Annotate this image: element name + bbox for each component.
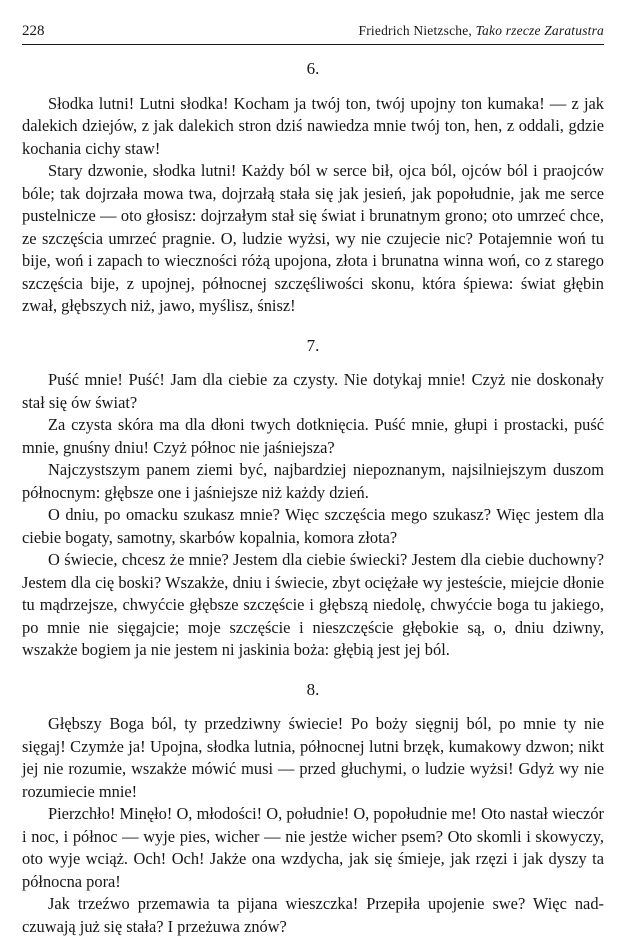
work-title: Tako rzecze Zaratustra (476, 23, 604, 38)
section-body (22, 93, 604, 318)
paragraph: Najczystszym panem ziemi być, najbardziej niepoznanym, najsilniejszym duszom północnym: głębsze one i jaśniejsze niż każdy dzień. (22, 459, 604, 504)
section-heading: 8. (22, 679, 604, 702)
body-text (22, 58, 604, 938)
book-page (22, 0, 604, 893)
paragraph: Stary dzwonie, słodka lutni! Każdy ból w serce bił, ojca ból, ojców ból i praojców bóle; tak dojrzała mowa twa, dojrzałą stała się jak jesień, jak popołudnie, jak me serce pustelnicze — oto głosisz: dojrzałym stał się świat i brunatnym grono; oto umrzeć chce, ze szczęścia umrzeć pragnie. O, ludzie wyżsi, wy nie czujecie nic? Potajemnie woń tu bije, woń i zapach to wieczności różą upojona, złota i brunatna winna woń, co z starego szczęścia bije, z upojnej, północnej szczęśliwości skonu, która śpiewa: świat głębin zwał, głębszych niż, jawo, myślisz, śnisz! (22, 160, 604, 318)
paragraph: Jak trzeźwo przemawia ta pijana wieszczka! Przepiła upojenie swe? Więc nadczuwają już się stała? I przeżuwa znów? (22, 893, 604, 938)
paragraph: Głębszy Boga ból, ty przedziwny świecie! Po boży sięgnij ból, po mnie ty nie sięgaj! Czymże ja! Upojna, słodka lutnia, północnej lutni brzęk, kumakowy dzwon; nikt jej nie rozumie, wszakże mówić musi — przed głuchymi, o ludzie wyżsi! Gdyż wy nie rozumiecie mnie! (22, 713, 604, 803)
section-heading: 6. (22, 58, 604, 81)
section-body (22, 369, 604, 662)
paragraph: Pierzchło! Minęło! O, młodości! O, południe! O, popołudnie me! Oto nastał wieczór i noc, i północ — wyje pies, wicher — nie jestże wicher psem? Oto skomli i skowyczy, oto wyje wciąż. Och! Och! Jakże ona wzdycha, jak się śmieje, jak rzęzi i jak dyszy ta północna pora! (22, 803, 604, 893)
paragraph: O świecie, chcesz że mnie? Jestem dla ciebie świecki? Jestem dla ciebie duchowny? Jestem dla cię boski? Wszakże, dniu i świecie, zbyt ociężałe wy jesteście, miejcie dłonie tu mądrzejsze, chwyćcie głębsze szczęście i głębszą niedolę, chwyćcie boga tu jakiego, po mnie nie sięgajcie; moje szczęście i nieszczęście głębokie są, o, dniu dziwny, wszakże bogiem ja nie jestem ni jaskinia boża: głębią jest jej ból. (22, 549, 604, 662)
paragraph: Puść mnie! Puść! Jam dla ciebie za czysty. Nie dotykaj mnie! Czyż nie doskonały stał się ów świat? (22, 369, 604, 414)
page-number: 228 (22, 21, 45, 41)
paragraph: Za czysta skóra ma dla dłoni twych dotknięcia. Puść mnie, głupi i prostacki, puść mnie, gnuśny dniu! Czyż północ nie jaśniejsza? (22, 414, 604, 459)
paragraph: Słodka lutni! Lutni słodka! Kocham ja twój ton, twój upojny ton kumaka! — z jak dalekich dziejów, z jak dalekich stron dziś nawiedza mnie twój ton, hen, z oddali, gdzie kochania cichy staw! (22, 93, 604, 161)
section-6 (22, 58, 604, 318)
running-title (359, 21, 604, 41)
paragraph: O dniu, po omacku szukasz mnie? Więc szczęścia mego szukasz? Więc jestem dla ciebie bogaty, samotny, skarbów kopalnia, komora złota? (22, 504, 604, 549)
header-rule (22, 44, 604, 45)
section-heading: 7. (22, 335, 604, 358)
author-name: Friedrich Nietzsche, (359, 23, 472, 38)
section-8 (22, 679, 604, 938)
section-body (22, 713, 604, 938)
section-7 (22, 335, 604, 662)
running-head (22, 21, 604, 41)
